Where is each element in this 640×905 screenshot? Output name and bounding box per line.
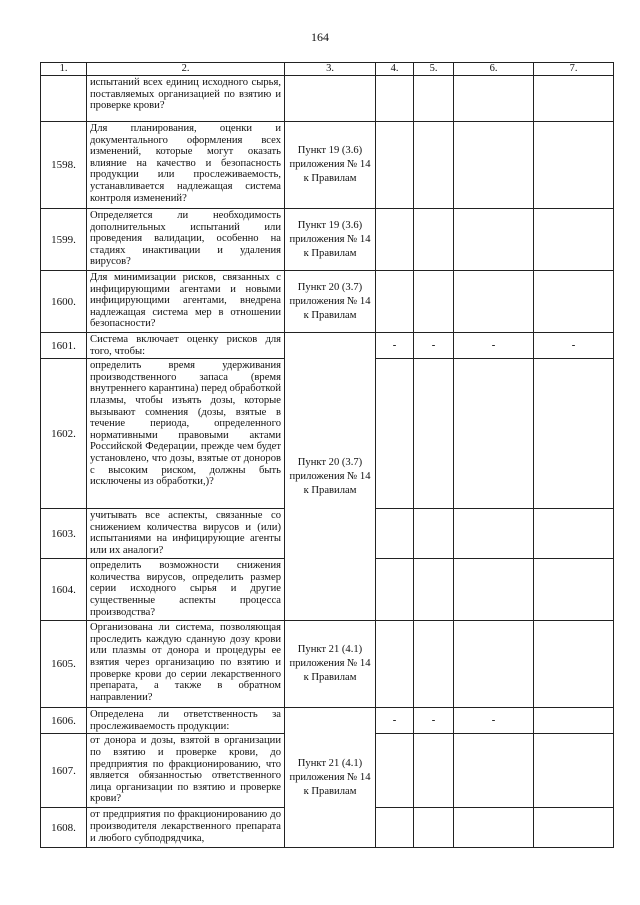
col-header-2: 2. bbox=[87, 63, 285, 76]
row-number: 1608. bbox=[41, 808, 87, 848]
question-text: Определяется ли необходимость дополнительных испытаний или проведения валидации, особенно на стадиях инактивации и удаления вирусов? bbox=[87, 209, 285, 271]
table-row bbox=[41, 333, 614, 359]
question-text: Организована ли система, позволяющая проследить каждую сданную дозу крови или плазмы от донора и процедуры ее взятия через организацию по взятию и проверке крови до серии лекарственного препарата, а также в обратном направлении? bbox=[87, 621, 285, 708]
row-number: 1599. bbox=[41, 209, 87, 271]
dash-mark: - bbox=[534, 333, 614, 359]
col-header-5: 5. bbox=[414, 63, 454, 76]
header-row bbox=[41, 63, 614, 76]
row-number: 1604. bbox=[41, 559, 87, 621]
col-header-3: 3. bbox=[285, 63, 376, 76]
legal-reference: Пункт 21 (4.1) приложения № 14 к Правилам bbox=[285, 708, 376, 848]
question-text: определить возможности снижения количества вирусов, определить размер серии исходного сырья и другие существенные аспекты процесса производства? bbox=[87, 559, 285, 621]
dash-mark: - bbox=[376, 708, 414, 734]
row-number: 1600. bbox=[41, 271, 87, 333]
table-row bbox=[41, 76, 614, 122]
question-text: определить время удерживания производственного запаса (время внутреннего карантина) перед обработкой плазмы, чтобы изъять дозы, которые вызывают сомнения (дозы, взятые в течение периода, определенного нормативными правовыми актами Российской Федерации, прежде чем будет установлено, что дозы, взятые от доноров с высоким риском, должны быть исключены из обработки,)? bbox=[87, 359, 285, 509]
table-row bbox=[41, 271, 614, 333]
question-text: Для минимизации рисков, связанных с инфицирующими агентами и новыми инфицирующими агентами, внедрена надлежащая система мер в отношении безопасности? bbox=[87, 271, 285, 333]
row-number: 1601. bbox=[41, 333, 87, 359]
legal-reference: Пункт 19 (3.6) приложения № 14 к Правилам bbox=[285, 209, 376, 271]
row-number: 1603. bbox=[41, 509, 87, 559]
col-header-6: 6. bbox=[454, 63, 534, 76]
checklist-table bbox=[40, 62, 614, 848]
row-number: 1607. bbox=[41, 734, 87, 808]
table-row bbox=[41, 708, 614, 734]
row-number: 1606. bbox=[41, 708, 87, 734]
col-header-7: 7. bbox=[534, 63, 614, 76]
table-row bbox=[41, 122, 614, 209]
legal-reference: Пункт 20 (3.7) приложения № 14 к Правилам bbox=[285, 271, 376, 333]
question-text: от донора и дозы, взятой в организации по взятию и проверке крови, до предприятия по фракционированию, что является обязанностью ответственного лица организации по взятию и проверке крови? bbox=[87, 734, 285, 808]
legal-reference: Пункт 21 (4.1) приложения № 14 к Правилам bbox=[285, 621, 376, 708]
dash-mark: - bbox=[454, 708, 534, 734]
table-row bbox=[41, 209, 614, 271]
page-number: 164 bbox=[311, 30, 329, 44]
question-text: от предприятия по фракционированию до производителя лекарственного препарата и любого субподрядчика, bbox=[87, 808, 285, 848]
question-text: учитывать все аспекты, связанные со снижением количества вирусов и (или) испытаниями на инфицирующие агенты или их аналоги? bbox=[87, 509, 285, 559]
question-text: Система включает оценку рисков для того, чтобы: bbox=[87, 333, 285, 359]
question-text: испытаний всех единиц исходного сырья, поставляемых организацией по взятию и проверке крови? bbox=[87, 76, 285, 122]
col-header-1: 1. bbox=[41, 63, 87, 76]
question-text: Для планирования, оценки и документального оформления всех изменений, которые могут оказать влияние на качество и безопасность продукции или прослеживаемость, устанавливается надлежащая система контроля изменений? bbox=[87, 122, 285, 209]
row-number: 1598. bbox=[41, 122, 87, 209]
legal-reference: Пункт 19 (3.6) приложения № 14 к Правилам bbox=[285, 122, 376, 209]
dash-mark: - bbox=[376, 333, 414, 359]
question-text: Определена ли ответственность за прослеживаемость продукции: bbox=[87, 708, 285, 734]
row-number: 1605. bbox=[41, 621, 87, 708]
dash-mark: - bbox=[454, 333, 534, 359]
table-row bbox=[41, 621, 614, 708]
row-number: 1602. bbox=[41, 359, 87, 509]
dash-mark: - bbox=[414, 333, 454, 359]
dash-mark: - bbox=[414, 708, 454, 734]
legal-reference: Пункт 20 (3.7) приложения № 14 к Правилам bbox=[285, 333, 376, 621]
col-header-4: 4. bbox=[376, 63, 414, 76]
